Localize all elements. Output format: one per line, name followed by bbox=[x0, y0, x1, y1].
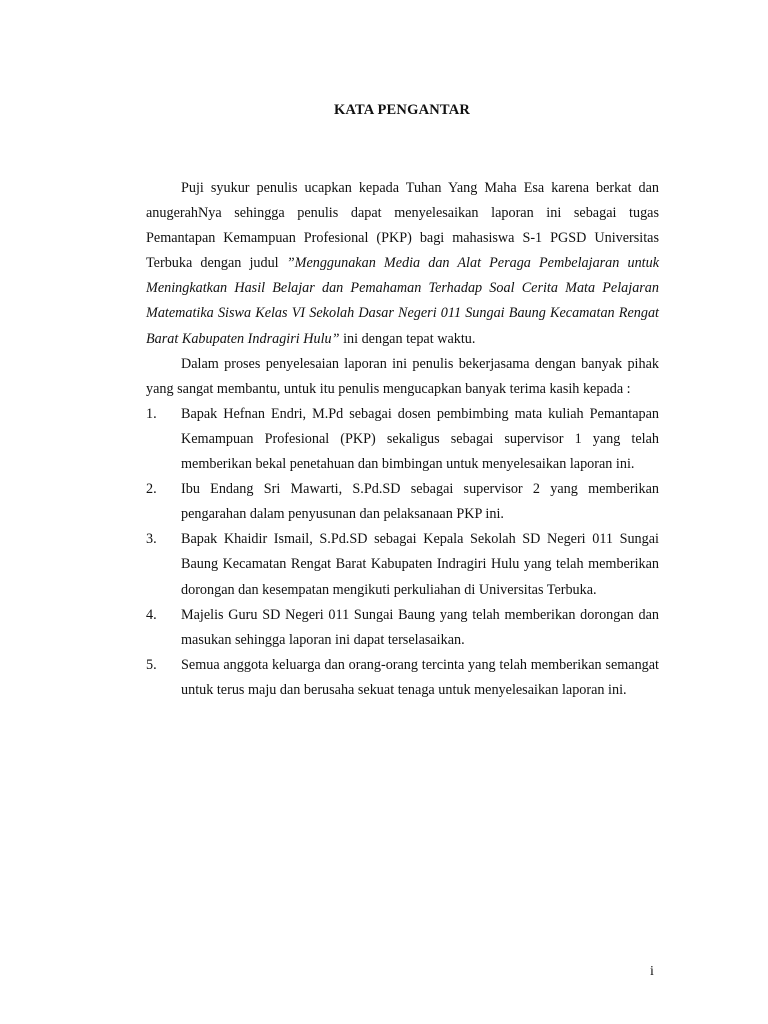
page-number: i bbox=[650, 964, 654, 979]
list-item-text: Ibu Endang Sri Mawarti, S.Pd.SD sebagai supervisor 2 yang memberikan pengarahan dalam penyusunan dan pelaksanaan PKP ini. bbox=[181, 481, 659, 523]
list-item-text: Majelis Guru SD Negeri 011 Sungai Baung yang telah memberikan dorongan dan masukan sehingga laporan ini dapat terselasaikan. bbox=[181, 606, 659, 648]
list-item-text: Bapak Khaidir Ismail, S.Pd.SD sebagai Kepala Sekolah SD Negeri 011 Sungai Baung Kecamatan Rengat Barat Kabupaten Indragiri Hulu yang telah memberikan dorongan dan kesempatan mengikuti perkuliahan di Universitas Terbuka. bbox=[181, 531, 659, 598]
list-item-number: 4. bbox=[146, 606, 157, 623]
list-item-number: 2. bbox=[146, 481, 157, 498]
list-item bbox=[146, 402, 659, 477]
list-item-text: Bapak Hefnan Endri, M.Pd sebagai dosen pembimbing mata kuliah Pemantapan Kemampuan Profesional (PKP) sekaligus sebagai supervisor 1 yang telah memberikan bekal penetahuan dan bimbingan untuk menyelesaikan laporan ini. bbox=[181, 405, 659, 473]
list-item bbox=[146, 527, 659, 602]
acknowledgement-list bbox=[146, 402, 659, 703]
list-item-number: 5. bbox=[146, 656, 157, 673]
list-item-number: 3. bbox=[146, 531, 157, 548]
intro-text-after: ini dengan tepat waktu. bbox=[339, 330, 476, 347]
list-item bbox=[146, 653, 659, 703]
list-item-text: Semua anggota keluarga dan orang-orang tercinta yang telah memberikan semangat untuk terus maju dan berusaha sekuat tenaga untuk menyelesaikan laporan ini. bbox=[181, 656, 659, 698]
intro-text-before: Puji syukur penulis ucapkan kepada Tuhan Yang Maha Esa karena berkat dan anugerahNya sehingga penulis dapat menyelesaikan laporan ini sebagai tugas Pemantapan Kemampuan Profesional (PKP) bagi mahasiswa S-1 PGSD Universitas Terbuka dengan judul bbox=[146, 180, 659, 272]
list-item-number: 1. bbox=[146, 405, 157, 422]
document-body bbox=[146, 176, 659, 703]
report-title-italic: ”Menggunakan Media dan Alat Peraga Pembelajaran untuk Meningkatkan Hasil Belajar dan Pemahaman Terhadap Soal Cerita Mata Pelajaran Matematika Siswa Kelas VI Sekolah Dasar Negeri 011 Sungai Baung Kecamatan Rengat Barat Kabupaten Indragiri Hulu” bbox=[146, 255, 659, 347]
intro-paragraph bbox=[146, 176, 659, 352]
page-title: KATA PENGANTAR bbox=[333, 102, 471, 118]
list-item bbox=[146, 477, 659, 527]
thanks-paragraph: Dalam proses penyelesaian laporan ini penulis bekerjasama dengan banyak pihak yang sangat membantu, untuk itu penulis mengucapkan banyak terima kasih kepada : bbox=[146, 355, 659, 397]
list-item bbox=[146, 603, 659, 653]
